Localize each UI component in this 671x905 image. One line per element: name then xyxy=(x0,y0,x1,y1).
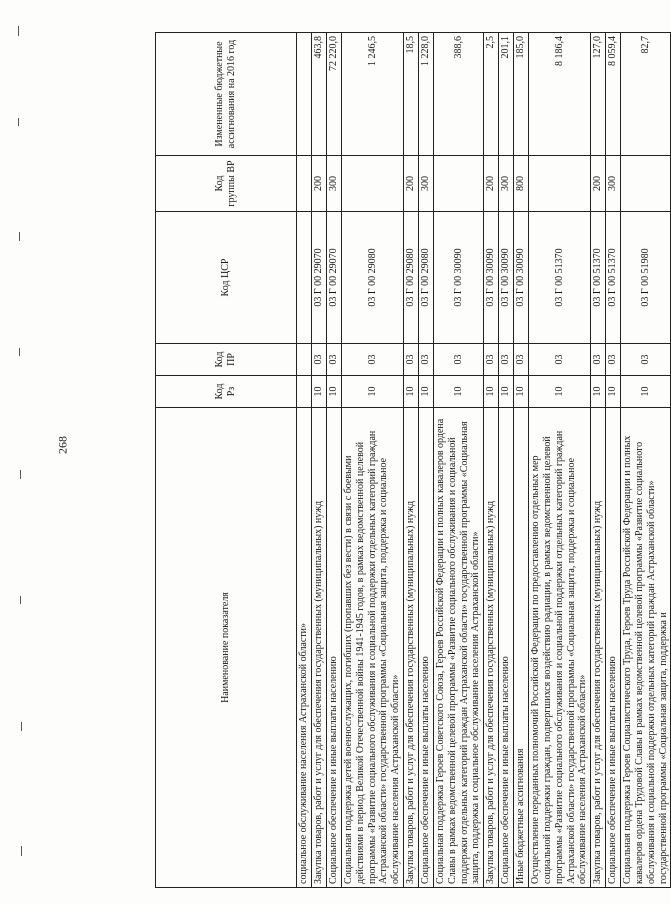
cell-vr: 200 xyxy=(403,156,418,212)
cell-amount: 1 228,0 xyxy=(418,33,433,156)
cell-name: Социальное обеспечение и иные выплаты населению xyxy=(418,408,433,888)
cell-amount: 8 059,4 xyxy=(606,33,621,156)
scan-mark xyxy=(19,232,20,241)
cell-pr: 03 xyxy=(591,344,606,376)
table-row xyxy=(418,33,433,888)
cell-vr: 200 xyxy=(484,156,499,212)
cell-pr: 03 xyxy=(403,344,418,376)
scan-mark xyxy=(19,348,20,356)
cell-csr: 03 Г 00 51370 xyxy=(606,212,621,344)
cell-csr: 03 Г 00 51980 xyxy=(621,212,671,344)
cell-vr: 200 xyxy=(591,156,606,212)
budget-table xyxy=(155,32,671,888)
cell-vr xyxy=(433,156,483,212)
cell-pr: 03 xyxy=(312,344,327,376)
cell-rz: 10 xyxy=(621,376,671,408)
cell-name: Осуществление переданных полномочий Российской Федерации по предоставлению отдельных мер социальной поддержки граждан, подвергшихся воздействию радиации, в рамках ведомственной целевой программы «Развитие социального обслуживания и социальной поддержки отдельных категорий граждан Астраханской области» государственной программы «Социальная защита, поддержка и социальное обслуживание населения Астраханской области» xyxy=(529,408,591,888)
cell-amount: 72 220,0 xyxy=(327,33,342,156)
cell-amount: 388,6 xyxy=(433,33,483,156)
cell-name: Иные бюджетные ассигнования xyxy=(514,408,529,888)
cell-csr: 03 Г 00 29070 xyxy=(312,212,327,344)
cell-name: Закупка товаров, работ и услуг для обеспечения государственных (муниципальных) нужд xyxy=(591,408,606,888)
cell-amount: 2,5 xyxy=(484,33,499,156)
cell-amount: 127,0 xyxy=(591,33,606,156)
cell-pr: 03 xyxy=(418,344,433,376)
header-csr: Код ЦСР xyxy=(156,212,297,344)
cell-csr: 03 Г 00 30090 xyxy=(499,212,514,344)
cell-name: Социальная поддержка детей военнослужащих, погибших (пропавших без вести) в связи с боевыми действиями в период Великой Отечественной войны 1941-1945 годов, в рамках ведомственной целевой программы «Развитие социального обслуживания и социальной поддержки отдельных категорий граждан Астраханской области» государственной программы «Социальная защита, поддержка и социальное обслуживание населения Астраханской области» xyxy=(342,408,404,888)
cell-pr: 03 xyxy=(621,344,671,376)
table-row xyxy=(342,33,404,888)
cell-pr xyxy=(297,344,312,376)
table-row xyxy=(621,33,671,888)
cell-csr: 03 Г 00 29080 xyxy=(342,212,404,344)
page-number: 268 xyxy=(55,436,70,454)
cell-vr xyxy=(342,156,404,212)
cell-amount: 18,5 xyxy=(403,33,418,156)
header-vr: Код группы ВР xyxy=(156,156,297,212)
scan-mark xyxy=(18,118,19,126)
cell-amount: 82,7 xyxy=(621,33,671,156)
cell-csr: 03 Г 00 29080 xyxy=(418,212,433,344)
header-name: Наименование показателя xyxy=(156,408,297,888)
cell-pr: 03 xyxy=(499,344,514,376)
cell-name: социальное обслуживание населения Астраханской области» xyxy=(297,408,312,888)
cell-pr: 03 xyxy=(327,344,342,376)
cell-rz: 10 xyxy=(606,376,621,408)
cell-rz xyxy=(297,376,312,408)
table-row xyxy=(591,33,606,888)
scan-mark xyxy=(21,846,22,856)
cell-amount: 1 246,5 xyxy=(342,33,404,156)
table-row xyxy=(297,33,312,888)
cell-pr: 03 xyxy=(514,344,529,376)
cell-rz: 10 xyxy=(327,376,342,408)
cell-csr: 03 Г 00 30090 xyxy=(484,212,499,344)
cell-pr: 03 xyxy=(606,344,621,376)
cell-csr: 03 Г 00 51370 xyxy=(591,212,606,344)
cell-rz: 10 xyxy=(591,376,606,408)
cell-vr: 300 xyxy=(606,156,621,212)
cell-csr: 03 Г 00 30090 xyxy=(433,212,483,344)
cell-amount xyxy=(297,33,312,156)
cell-vr: 200 xyxy=(312,156,327,212)
table-row xyxy=(433,33,483,888)
cell-amount: 463,8 xyxy=(312,33,327,156)
cell-rz: 10 xyxy=(499,376,514,408)
cell-vr: 800 xyxy=(514,156,529,212)
cell-pr: 03 xyxy=(529,344,591,376)
table-row xyxy=(529,33,591,888)
cell-vr xyxy=(529,156,591,212)
cell-rz: 10 xyxy=(403,376,418,408)
cell-pr: 03 xyxy=(433,344,483,376)
scan-mark xyxy=(20,596,21,604)
table-row xyxy=(514,33,529,888)
cell-csr: 03 Г 00 51370 xyxy=(529,212,591,344)
cell-pr: 03 xyxy=(484,344,499,376)
cell-name: Закупка товаров, работ и услуг для обеспечения государственных (муниципальных) нужд xyxy=(312,408,327,888)
cell-amount: 185,0 xyxy=(514,33,529,156)
scan-mark xyxy=(18,26,19,36)
cell-rz: 10 xyxy=(418,376,433,408)
cell-vr: 300 xyxy=(499,156,514,212)
cell-name: Социальное обеспечение и иные выплаты населению xyxy=(499,408,514,888)
header-rz: Код Рз xyxy=(156,376,297,408)
cell-csr: 03 Г 00 30090 xyxy=(514,212,529,344)
cell-csr xyxy=(297,212,312,344)
table-row xyxy=(606,33,621,888)
cell-vr xyxy=(297,156,312,212)
table-row xyxy=(484,33,499,888)
cell-name: Социальная поддержка Героев Социалистического Труда, Героев Труда Российской Федерации и полных кавалеров ордена Трудовой Славы в рамках ведомственной целевой программы «Развитие социального обслуживания и социальной поддержки отдельных категорий граждан Астраханской области» государственной программы «Социальная защита, поддержка и xyxy=(621,408,671,888)
cell-name: Закупка товаров, работ и услуг для обеспечения государственных (муниципальных) нужд xyxy=(484,408,499,888)
cell-name: Закупка товаров, работ и услуг для обеспечения государственных (муниципальных) нужд xyxy=(403,408,418,888)
cell-rz: 10 xyxy=(312,376,327,408)
cell-vr xyxy=(621,156,671,212)
cell-csr: 03 Г 00 29080 xyxy=(403,212,418,344)
cell-name: Социальное обеспечение и иные выплаты населению xyxy=(327,408,342,888)
cell-name: Социальная поддержка Героев Советского Союза, Героев Российской Федерации и полных кавалеров ордена Славы в рамках ведомственной целевой программы «Развитие социального обслуживания и социальной поддержки отдельных категорий граждан Астраханской области» государственной программы «Социальная защита, поддержка и социальное обслуживание населения Астраханской области» xyxy=(433,408,483,888)
cell-vr: 300 xyxy=(418,156,433,212)
cell-csr: 03 Г 00 29070 xyxy=(327,212,342,344)
table-row xyxy=(499,33,514,888)
table-row xyxy=(403,33,418,888)
table-header-row xyxy=(156,33,297,888)
cell-rz: 10 xyxy=(484,376,499,408)
header-amount: Измененные бюджетные ассигнования на 2016 год xyxy=(156,33,297,156)
cell-rz: 10 xyxy=(433,376,483,408)
scan-mark xyxy=(21,722,22,731)
cell-amount: 201,1 xyxy=(499,33,514,156)
header-pr: Код ПР xyxy=(156,344,297,376)
rotated-page-content xyxy=(155,33,669,888)
cell-pr: 03 xyxy=(342,344,404,376)
table-row xyxy=(312,33,327,888)
cell-amount: 8 186,4 xyxy=(529,33,591,156)
cell-vr: 300 xyxy=(327,156,342,212)
table-row xyxy=(327,33,342,888)
cell-rz: 10 xyxy=(342,376,404,408)
cell-rz: 10 xyxy=(529,376,591,408)
cell-name: Социальное обеспечение и иные выплаты населению xyxy=(606,408,621,888)
scan-mark xyxy=(20,470,21,479)
cell-rz: 10 xyxy=(514,376,529,408)
